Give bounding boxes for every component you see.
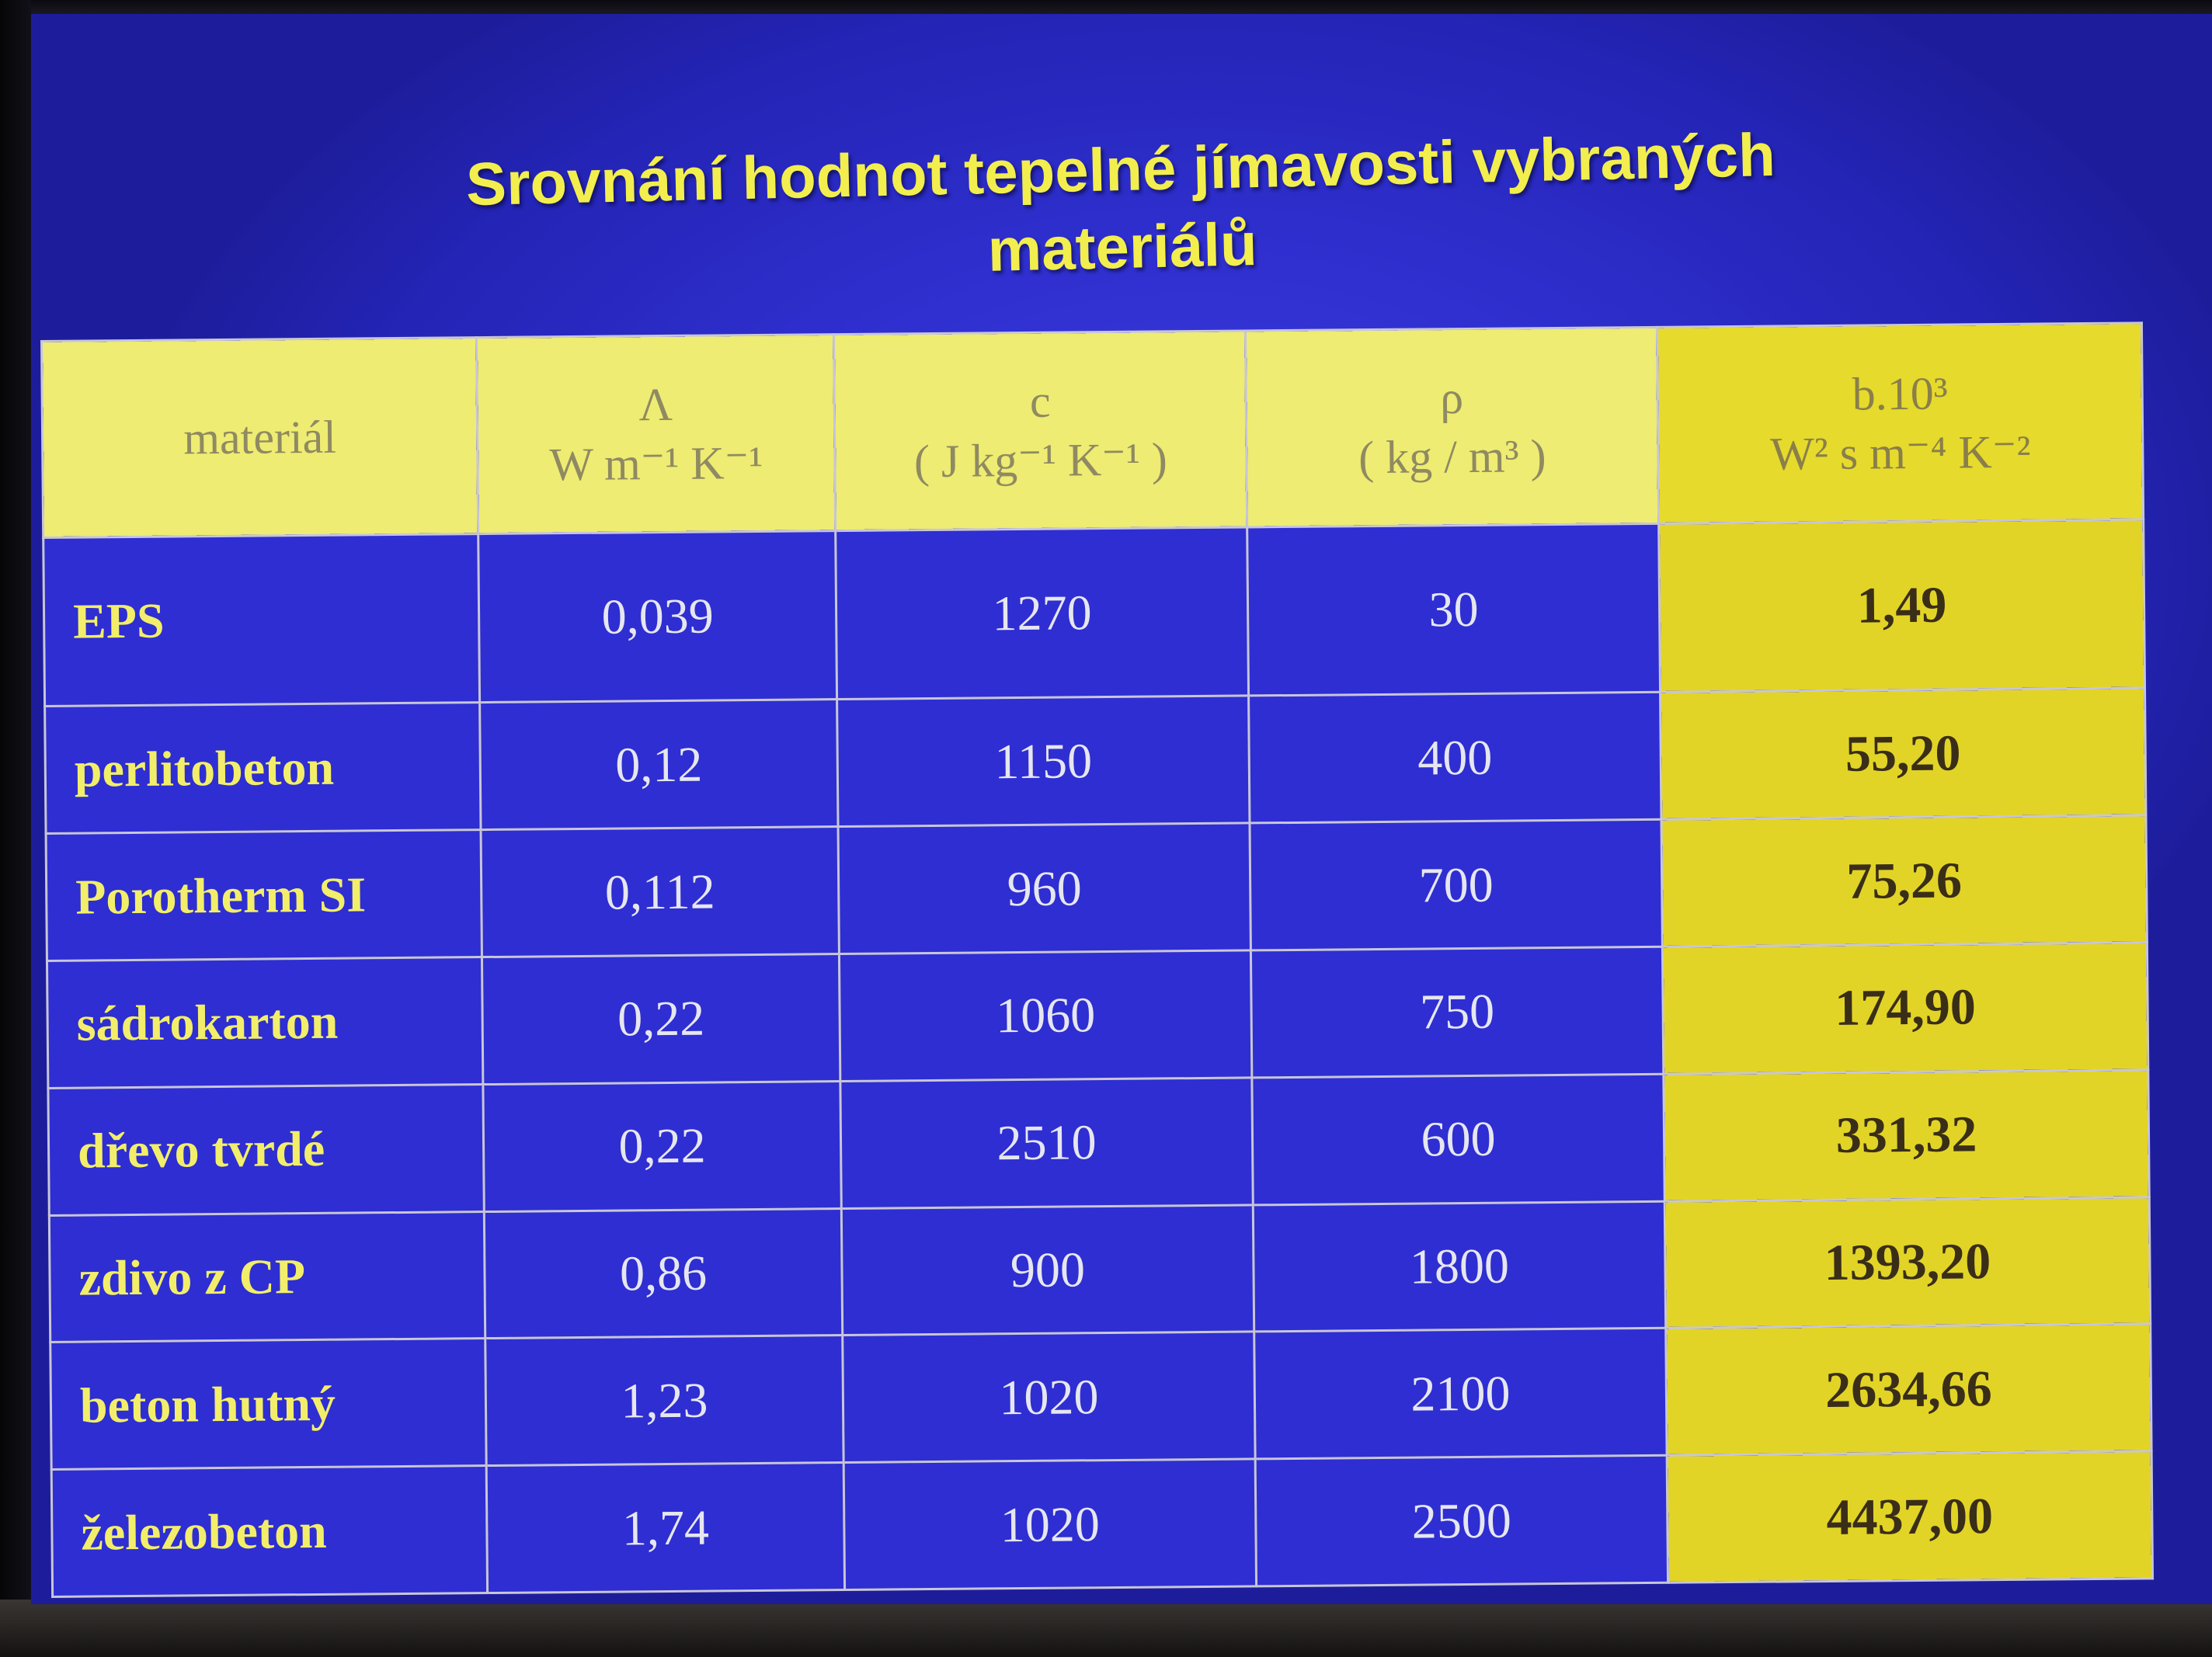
b-value: 331,32 bbox=[1664, 1070, 2149, 1201]
header-lambda bbox=[476, 335, 835, 534]
table-row bbox=[45, 688, 2146, 833]
header-c bbox=[833, 331, 1247, 531]
slide-title bbox=[31, 106, 2212, 311]
header-rho-unit: ( kg / m³ ) bbox=[1358, 430, 1546, 484]
header-rho-symbol: ρ bbox=[1439, 372, 1464, 424]
table-row bbox=[51, 1451, 2152, 1596]
slide-title-line-1: Srovnání hodnot tepelné jímavosti vybraných bbox=[465, 120, 1776, 219]
table-header-row bbox=[42, 323, 2144, 538]
b-value: 1,49 bbox=[1659, 519, 2145, 693]
material-name: železobeton bbox=[51, 1466, 487, 1597]
header-lambda-symbol: Λ bbox=[638, 378, 673, 431]
table-row bbox=[46, 815, 2147, 961]
material-name: EPS bbox=[43, 534, 480, 707]
rho-value: 700 bbox=[1250, 819, 1662, 950]
table-row bbox=[47, 943, 2148, 1088]
table-row bbox=[49, 1197, 2150, 1342]
rho-value: 2100 bbox=[1254, 1329, 1667, 1459]
rho-value: 400 bbox=[1249, 693, 1661, 823]
room-wall-left bbox=[0, 0, 31, 1657]
lambda-value: 1,23 bbox=[485, 1336, 843, 1466]
header-b-unit: W² s m⁻⁴ K⁻² bbox=[1769, 426, 2031, 480]
material-name: Porotherm SI bbox=[46, 830, 482, 961]
material-name: sádrokarton bbox=[47, 957, 482, 1088]
header-material: materiál bbox=[42, 338, 478, 538]
header-c-unit: ( J kg⁻¹ K⁻¹ ) bbox=[913, 433, 1168, 488]
projected-slide bbox=[31, 14, 2212, 1604]
header-rho bbox=[1245, 327, 1658, 527]
table-row bbox=[48, 1070, 2149, 1215]
header-lambda-unit: W m⁻¹ K⁻¹ bbox=[549, 436, 763, 491]
b-value: 1393,20 bbox=[1664, 1197, 2150, 1328]
lambda-value: 0,22 bbox=[483, 1081, 841, 1211]
rho-value: 2500 bbox=[1255, 1455, 1668, 1586]
rho-value: 1800 bbox=[1253, 1201, 1665, 1332]
material-name: perlitobeton bbox=[45, 703, 481, 834]
slide-title-line-2: materiálů bbox=[986, 210, 1258, 284]
lambda-value: 0,112 bbox=[481, 827, 839, 957]
b-value: 75,26 bbox=[1661, 815, 2147, 947]
b-value: 55,20 bbox=[1661, 688, 2146, 819]
header-b-symbol: b.10³ bbox=[1852, 367, 1948, 420]
material-name: dřevo tvrdé bbox=[48, 1084, 484, 1215]
c-value: 1270 bbox=[836, 527, 1249, 700]
materials-table bbox=[40, 321, 2154, 1598]
rho-value: 750 bbox=[1250, 947, 1663, 1077]
lambda-value: 0,22 bbox=[482, 954, 840, 1084]
lambda-value: 0,12 bbox=[480, 700, 838, 830]
b-value: 4437,00 bbox=[1667, 1451, 2152, 1582]
lambda-value: 1,74 bbox=[486, 1463, 844, 1593]
c-value: 900 bbox=[841, 1204, 1254, 1335]
projector-screen-frame-bottom bbox=[0, 1600, 2212, 1657]
table-row bbox=[50, 1324, 2151, 1469]
c-value: 2510 bbox=[840, 1078, 1253, 1208]
c-value: 960 bbox=[838, 823, 1250, 954]
b-value: 2634,66 bbox=[1666, 1324, 2151, 1455]
rho-value: 600 bbox=[1252, 1074, 1664, 1204]
c-value: 1150 bbox=[837, 696, 1250, 826]
material-name: zdivo z CP bbox=[49, 1211, 485, 1343]
lambda-value: 0,039 bbox=[478, 531, 837, 703]
lambda-value: 0,86 bbox=[484, 1208, 842, 1339]
table-row bbox=[43, 519, 2145, 707]
b-value: 174,90 bbox=[1662, 943, 2148, 1074]
header-b bbox=[1657, 323, 2143, 523]
c-value: 1020 bbox=[843, 1332, 1255, 1462]
rho-value: 30 bbox=[1247, 523, 1661, 696]
header-c-symbol: c bbox=[1029, 375, 1051, 427]
c-value: 1060 bbox=[839, 950, 1251, 1081]
c-value: 1020 bbox=[843, 1459, 1256, 1590]
material-name: beton hutný bbox=[50, 1339, 486, 1470]
